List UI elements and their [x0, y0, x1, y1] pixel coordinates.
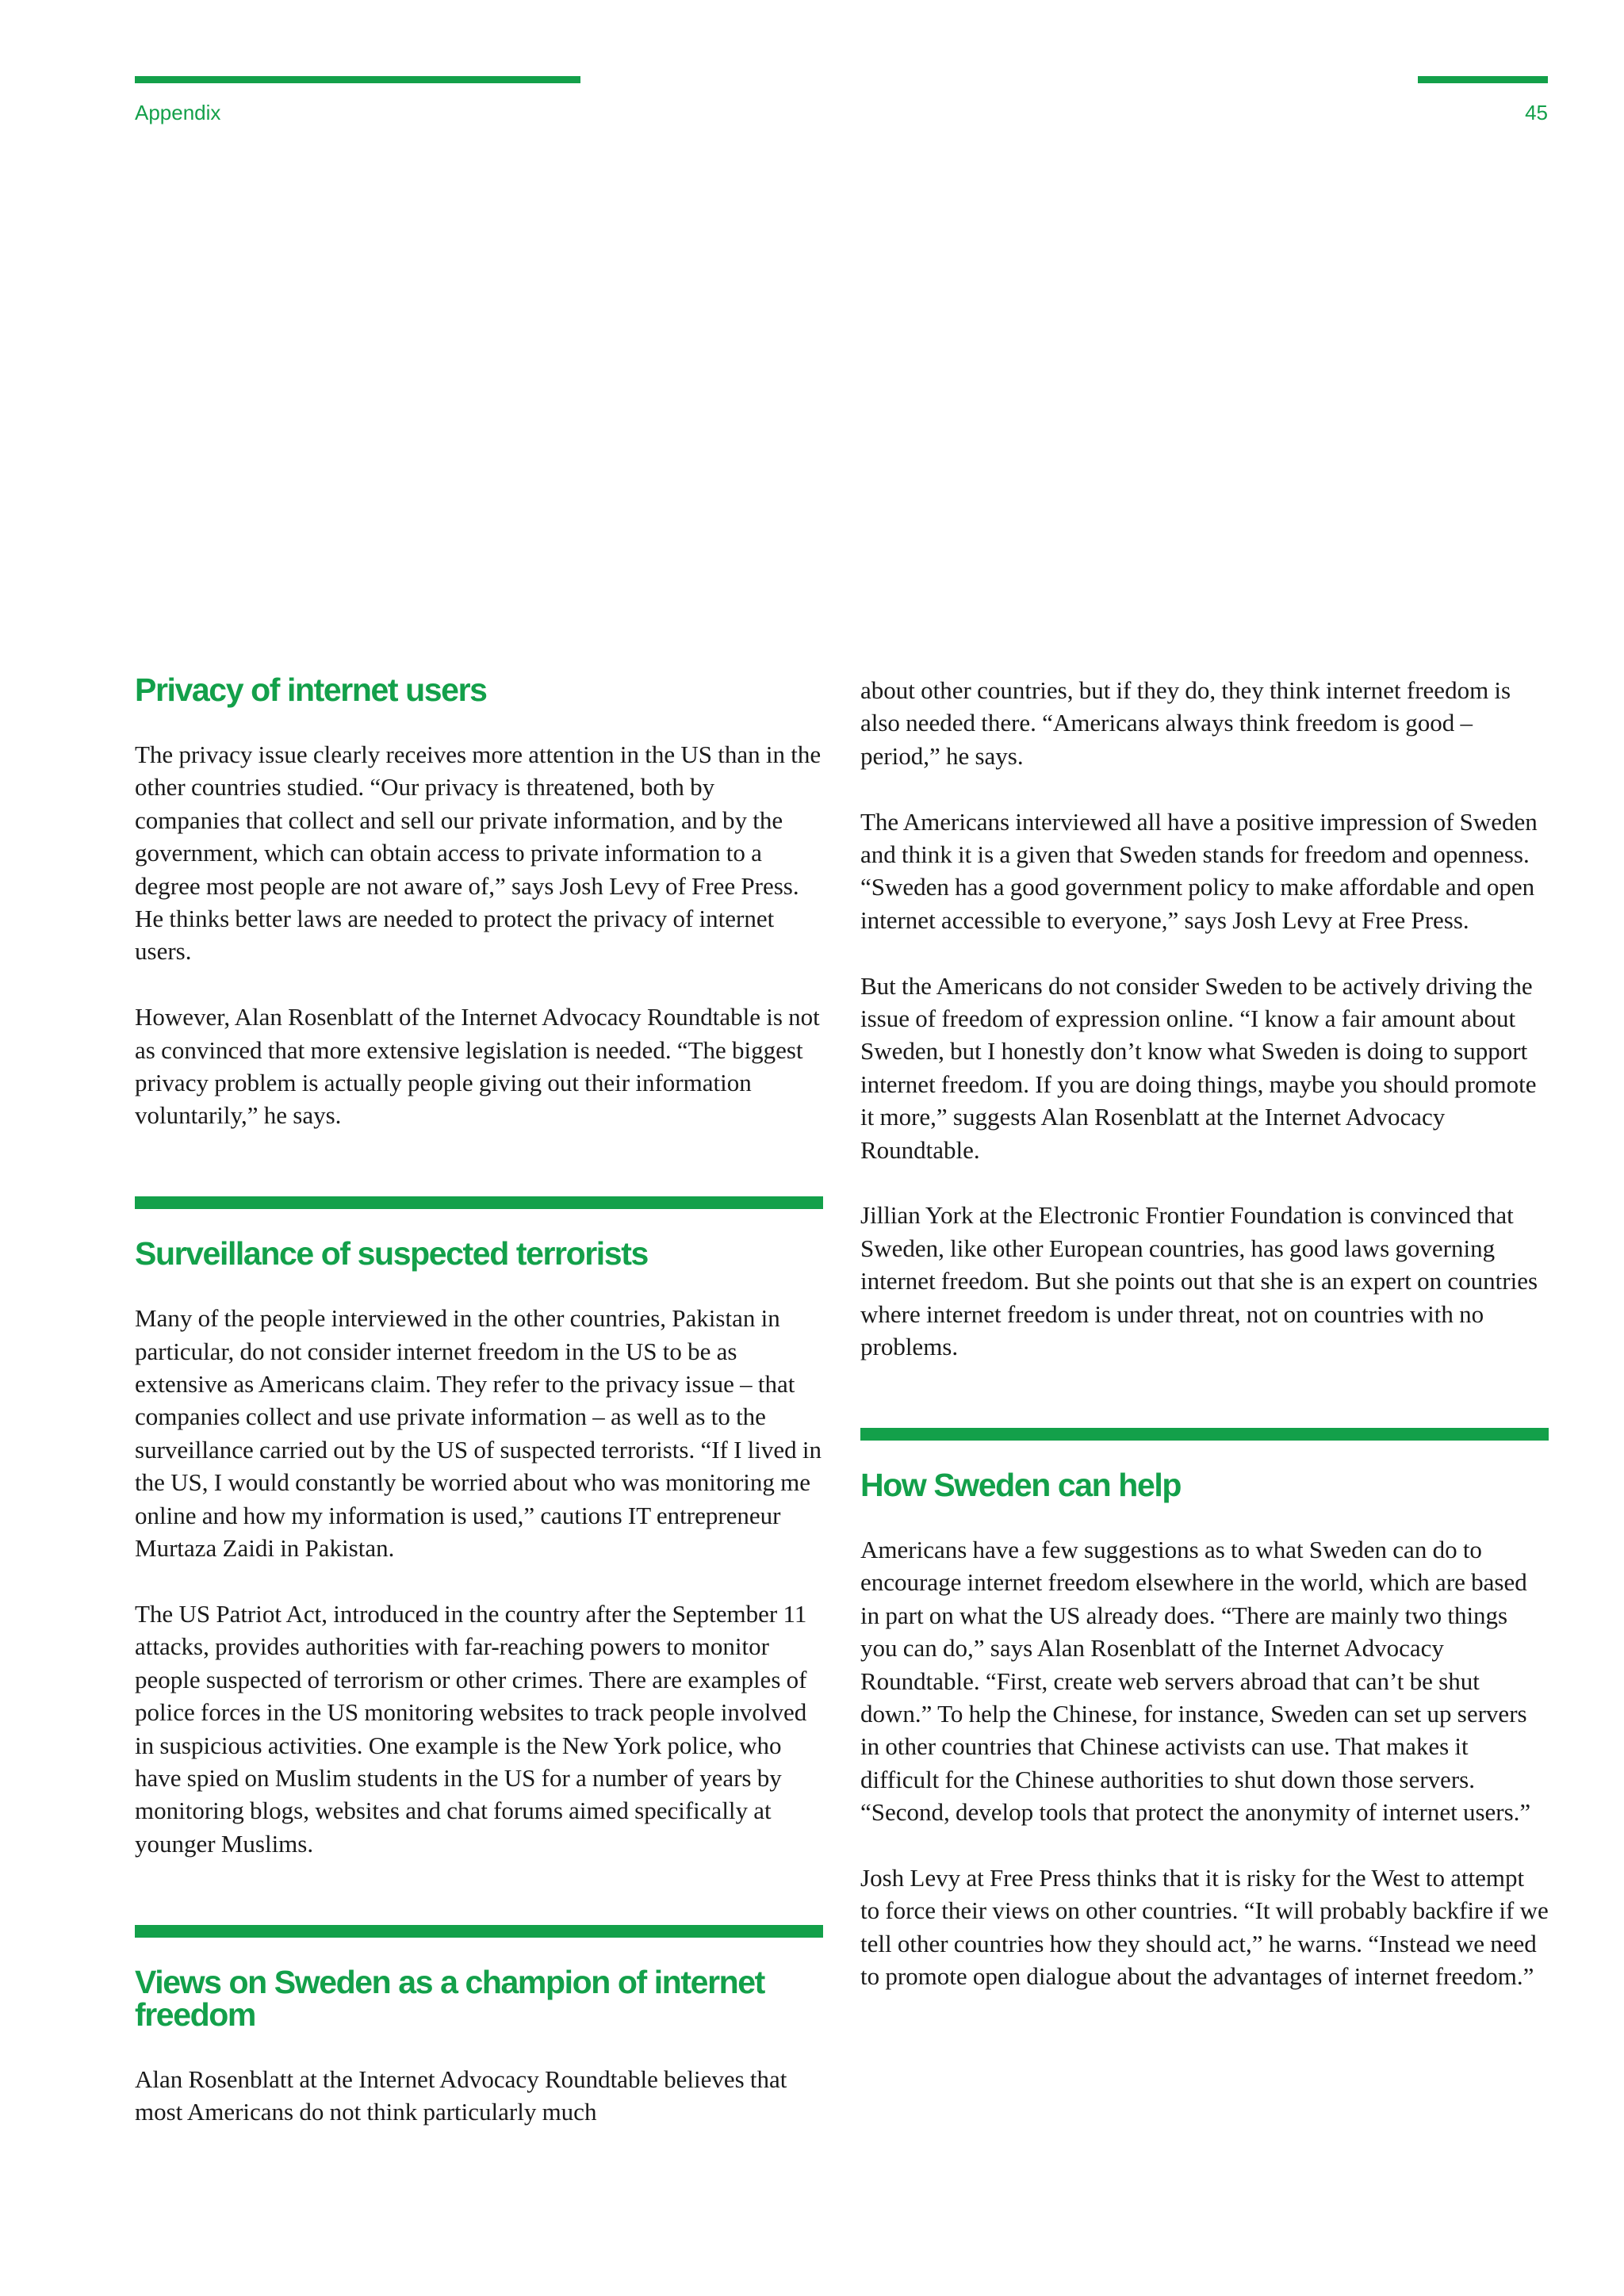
section-heading-privacy: Privacy of internet users: [135, 672, 487, 708]
page-number: 45: [1525, 101, 1548, 124]
right-column: [860, 674, 1549, 2026]
running-head-section: Appendix: [135, 101, 221, 124]
paragraph: The Americans interviewed all have a positive impression of Sweden and think it is a given that Sweden stands for freedom and openness. “Sweden has a good government policy to make affordable and open internet accessible to everyone,” says Josh Levy at Free Press.: [860, 807, 1538, 934]
left-column: [135, 674, 823, 2161]
section-views-on-sweden: [135, 1963, 823, 2129]
section-divider: [135, 1196, 823, 1209]
section-surveillance: [135, 1235, 823, 1860]
paragraph: The privacy issue clearly receives more attention in the US than in the other countries studied. “Our privacy is threatened, both by companies that collect and sell our private information, and by the government, which can obtain access to private information to a degree most people are not aware of,” says Josh Levy of Free Press. He thinks better laws are needed to protect the privacy of internet users.: [135, 740, 822, 966]
section-divider: [860, 1428, 1549, 1441]
section-divider: [135, 1925, 823, 1938]
paragraph: However, Alan Rosenblatt of the Internet Advocacy Roundtable is not as convinced that more extensive legislation is needed. “The biggest privacy problem is actually people giving out their information voluntarily,” he says.: [135, 1003, 820, 1130]
paragraph: But the Americans do not consider Sweden to be actively driving the issue of freedom of expression online. “I know a fair amount about Sweden, but I honestly don’t know what Sweden is doing to support internet freedom. If you are doing things, maybe you should promote it more,” suggests Alan Rosenblatt at the Internet Advocacy Roundtable.: [860, 971, 1537, 1164]
paragraph: about other countries, but if they do, they think internet freedom is also needed there. “Americans always think freedom is good – period,” he says.: [860, 676, 1511, 770]
paragraph: Many of the people interviewed in the other countries, Pakistan in particular, do not consider internet freedom in the US to be as extensive as Americans claim. They refer to the privacy issue – that companies collect and use private information – as well as to the surveillance carried out by the US of suspected terrorists. “If I lived in the US, I would constantly be worried about who was monitoring me online and how my information is used,” cautions IT entrepreneur Murtaza Zaidi in Pakistan.: [135, 1304, 822, 1563]
section-heading-surveillance: Surveillance of suspected terrorists: [135, 1235, 648, 1272]
paragraph: The US Patriot Act, introduced in the country after the September 11 attacks, provides authorities with far-reaching powers to monitor people suspected of terrorism or other crimes. There are examples of police forces in the US monitoring websites to track people involved in suspicious activities. One example is the New York police, who have spied on Muslim students in the US for a number of years by monitoring blogs, websites and chat forums aimed specifically at younger Muslims.: [135, 1599, 807, 1858]
paragraph: Jillian York at the Electronic Frontier Foundation is convinced that Sweden, like other European countries, has good laws governing internet freedom. But she points out that she is an expert on countries where internet freedom is under threat, not on countries with no problems.: [860, 1201, 1538, 1361]
header-rule-left: [135, 76, 580, 83]
paragraph: Americans have a few suggestions as to what Sweden can do to encourage internet freedom elsewhere in the world, which are based in part on what the US already does. “There are mainly two things you can do,” says Alan Rosenblatt of the Internet Advocacy Roundtable. “First, create web servers abroad that can’t be shut down.” To help the Chinese, for instance, Sweden can set up servers in other countries that Chinese activists can use. That makes it difficult for the Chinese authorities to shut down those servers. “Second, develop tools that protect the anonymity of internet users.”: [860, 1535, 1531, 1827]
section-privacy: [135, 674, 823, 1132]
paragraph: Josh Levy at Free Press thinks that it is risky for the West to attempt to force their views on other countries. “It will probably backfire if we tell other countries how they should act,” he warns. “Instead we need to promote open dialogue about the advantages of internet freedom.”: [860, 1863, 1549, 1991]
section-views-continued: [860, 674, 1549, 1363]
paragraph: Alan Rosenblatt at the Internet Advocacy Roundtable believes that most Americans do not think particularly much: [135, 2064, 787, 2126]
section-heading-help: How Sweden can help: [860, 1466, 1181, 1503]
section-how-sweden-can-help: [860, 1466, 1549, 1993]
header-rule-right: [1418, 76, 1548, 83]
section-heading-views: Views on Sweden as a champion of internet freedom: [135, 1963, 764, 2033]
